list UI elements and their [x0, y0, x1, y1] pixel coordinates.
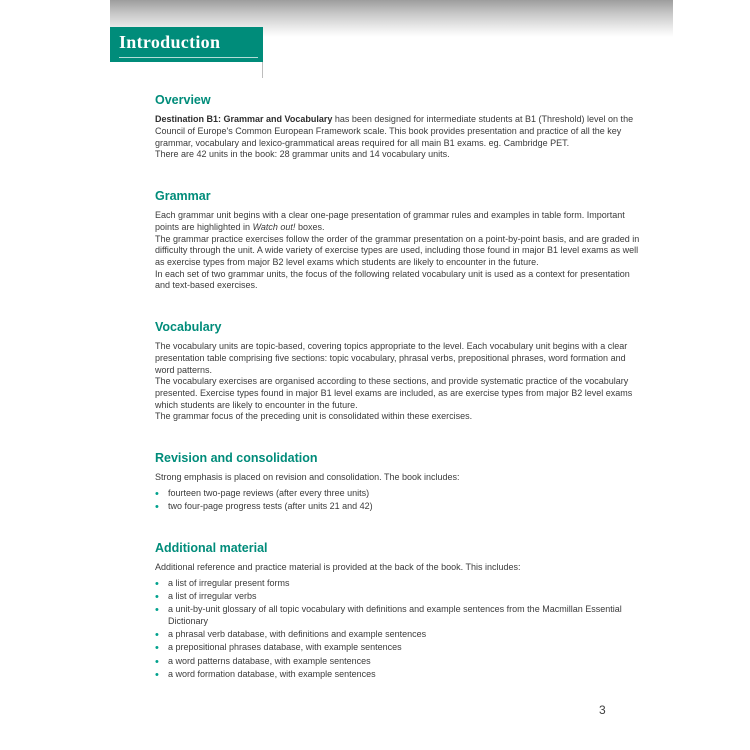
list-item: • a list of irregular present forms	[168, 578, 647, 590]
chapter-header	[110, 27, 263, 62]
paragraph: The vocabulary exercises are organised according to these sections, and provide systematic practice of the vocabulary presented. Exercise types found in major B1 level exams are included, as are exercise types from major B2 level exams which students are likely to encounter in the future.	[155, 376, 633, 410]
paragraph-text: boxes.	[295, 221, 325, 232]
section-additional-material	[155, 540, 647, 680]
list-item: • fourteen two-page reviews (after every three units)	[168, 488, 647, 500]
section-heading: Additional material	[155, 540, 268, 555]
header-underline	[119, 57, 258, 58]
paragraph: There are 42 units in the book: 28 grammar units and 14 vocabulary units.	[155, 149, 450, 160]
chapter-title: Introduction	[119, 32, 221, 52]
list-item: • a prepositional phrases database, with example sentences	[168, 642, 647, 654]
bullet-list	[155, 488, 647, 513]
paragraph: Additional reference and practice material is provided at the back of the book. This includes:	[155, 562, 521, 573]
list-item: • a word patterns database, with example sentences	[168, 656, 647, 668]
bullet-list	[155, 578, 647, 681]
section-vocabulary	[155, 319, 647, 423]
book-title-bold: Destination B1: Grammar and Vocabulary	[155, 114, 333, 125]
paragraph	[155, 210, 647, 233]
paragraph-text: Each grammar unit begins with a clear one-page presentation of grammar rules and examples in table form. Important points are highlighted in	[155, 210, 625, 232]
paragraph: The grammar practice exercises follow the order of the grammar presentation on a point-by-point basis, and are graded in difficulty through the unit. A wide variety of exercise types are used, including those found in major B1 level exams as well as exercise types from major B2 level exams which students are likely to encounter in the future.	[155, 233, 640, 267]
section-heading: Overview	[155, 93, 211, 107]
section-heading: Grammar	[155, 189, 211, 203]
paragraph: Strong emphasis is placed on revision and consolidation. The book includes:	[155, 472, 460, 483]
paragraph: The vocabulary units are topic-based, covering topics appropriate to the level. Each vocabulary unit begins with a clear presentation table comprising five sections: topic vocabulary, phrasal verbs, prepositional phrases, word formation and word patterns.	[155, 341, 628, 375]
paragraph	[155, 114, 647, 149]
section-revision-consolidation	[155, 450, 647, 513]
section-heading: Revision and consolidation	[155, 451, 318, 466]
watch-out-italic: Watch out!	[252, 221, 296, 232]
list-item: • two four-page progress tests (after units 21 and 42)	[168, 501, 647, 513]
list-item: • a unit-by-unit glossary of all topic vocabulary with definitions and example sentences from the Macmillan Essential Dictionary	[168, 604, 647, 627]
paragraph: The grammar focus of the preceding unit is consolidated within these exercises.	[155, 411, 473, 422]
page-number: 3	[599, 703, 606, 717]
section-grammar	[155, 188, 647, 292]
section-heading: Vocabulary	[155, 320, 222, 335]
list-item: • a phrasal verb database, with definitions and example sentences	[168, 629, 647, 641]
paragraph-text: has been designed for intermediate students at B1 (Threshold) level on the Council of Europe's Common European Framework scale. This book provides presentation and practice of all the key grammar, vocabulary and lexico-grammatical areas required for all main B1 exams. eg. Cambridge PET.	[155, 114, 634, 148]
page-content	[155, 92, 647, 682]
list-item: • a word formation database, with example sentences	[168, 669, 647, 681]
list-item: • a list of irregular verbs	[168, 591, 647, 603]
header-tick-line	[262, 62, 263, 78]
paragraph: In each set of two grammar units, the focus of the following related vocabulary unit is used as a context for presentation and text-based exercises.	[155, 268, 630, 291]
section-overview	[155, 92, 647, 161]
